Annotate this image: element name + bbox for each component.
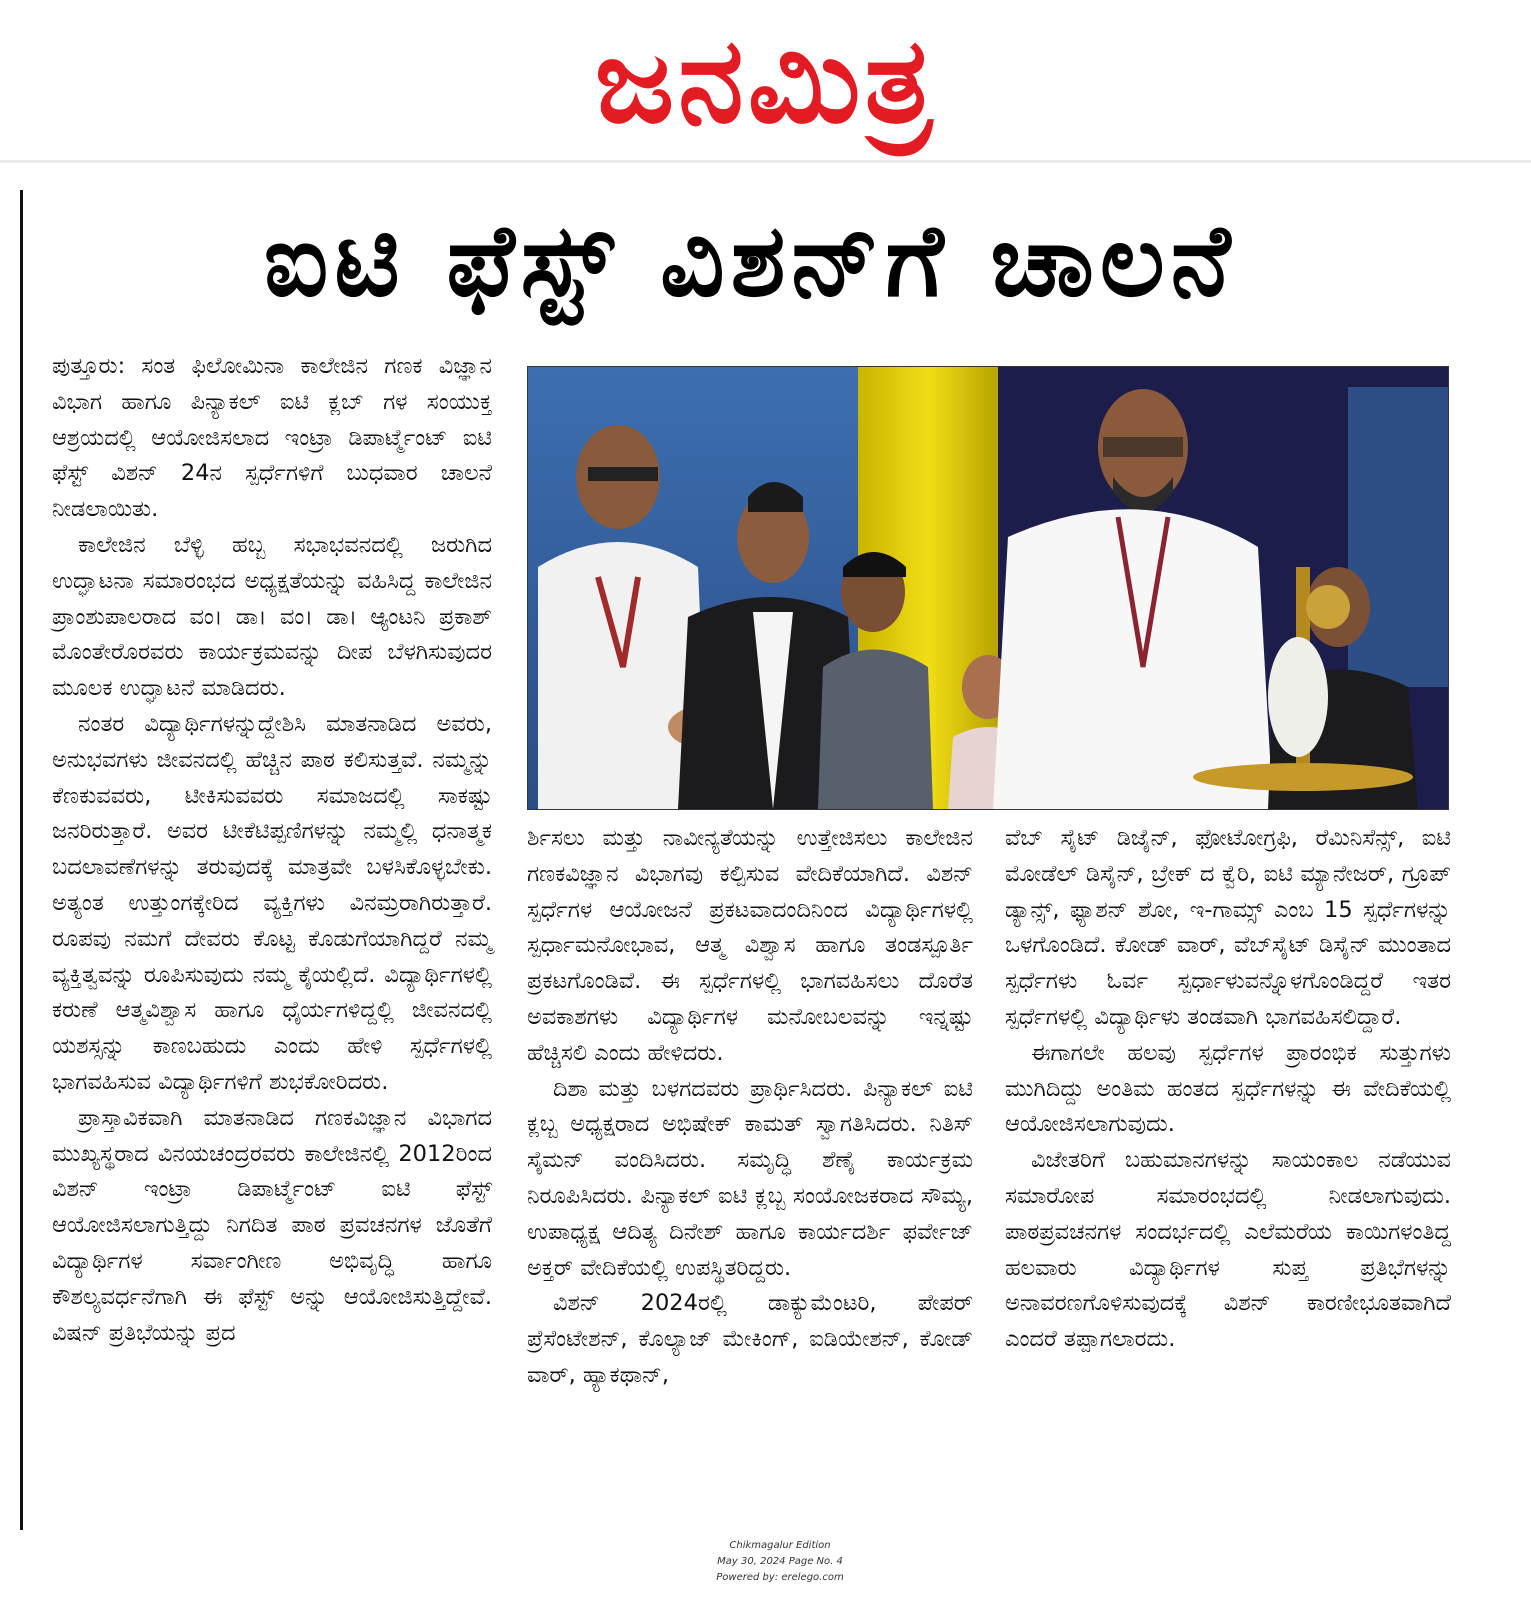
article-column-2 [527,821,973,1394]
headline-block [50,186,1450,336]
powered-by: Powered by: erelego.com [716,1572,844,1583]
event-photo-lamp-lighting [528,367,1448,809]
article-column-3 [1005,821,1451,1358]
paragraph: ಪ್ರಾಸ್ತಾವಿಕವಾಗಿ ಮಾತನಾಡಿದ ಗಣಕವಿಜ್ಞಾನ ವಿಭಾಗದ ಮುಖ್ಯಸ್ಥರಾದ ವಿನಯಚಂದ್ರರವರು ಕಾಲೇಜಿನಲ್ಲಿ 2012ರಿಂದ ವಿಶನ್ ಇಂಟ್ರಾ ಡಿಪಾರ್ಟ್ಮೆಂಟ್ ಐಟಿ ಫೆಸ್ಟ್ ಆಯೋಜಿಸಲಾಗುತ್ತಿದ್ದು ನಿಗದಿತ ಪಾಠ ಪ್ರವಚನಗಳ ಜೊತೆಗೆ ವಿದ್ಯಾರ್ಥಿಗಳ ಸರ್ವಾಂಗೀಣ ಅಭಿವೃದ್ಧಿ ಹಾಗೂ ಕೌಶಲ್ಯವರ್ಧನೆಗಾಗಿ ಈ ಫೆಸ್ಟ್ ಅನ್ನು ಆಯೋಜಿಸುತ್ತಿದ್ದೇವೆ. ವಿಷನ್ ಪ್ರತಿಭೆಯನ್ನು ಪ್ರದ [52,1104,492,1346]
article-column-1 [52,349,492,1351]
edition-date-page: May 30, 2024 Page No. 4 [717,1556,843,1567]
column-rule [20,190,23,1530]
article-photo [527,366,1449,810]
edition-name: Chikmagalur Edition [729,1540,831,1551]
paragraph: ವಿಶನ್ 2024ರಲ್ಲಿ ಡಾಕ್ಯುಮೆಂಟರಿ, ಪೇಪರ್ ಪ್ರೆಸೆಂಟೇಶನ್, ಕೊಲ್ಯಾಜ್ ಮೇಕಿಂಗ್, ಐಡಿಯೇಶನ್, ಕೋಡ್ ವಾರ್, ಹ್ಯಾಕಥಾನ್, [527,1290,973,1388]
paragraph: ಪುತ್ತೂರು: ಸಂತ ಫಿಲೋಮಿನಾ ಕಾಲೇಜಿನ ಗಣಕ ವಿಜ್ಞಾನ ವಿಭಾಗ ಹಾಗೂ ಪಿನ್ಯಾಕಲ್ ಐಟಿ ಕ್ಲಬ್ ಗಳ ಸಂಯುಕ್ತ ಆಶ್ರಯದಲ್ಲಿ ಆಯೋಜಿಸಲಾದ ಇಂಟ್ರಾ ಡಿಪಾರ್ಟ್ಮೆಂಟ್ ಐಟಿ ಫೆಸ್ಟ್ ವಿಶನ್ 24ನ ಸ್ಪರ್ಧೆಗಳಿಗೆ ಬುಧವಾರ ಚಾಲನೆ ನೀಡಲಾಯಿತು. [52,353,492,523]
paragraph: ನಂತರ ವಿದ್ಯಾರ್ಥಿಗಳನ್ನುದ್ದೇಶಿಸಿ ಮಾತನಾಡಿದ ಅವರು, ಅನುಭವಗಳು ಜೀವನದಲ್ಲಿ ಹೆಚ್ಚಿನ ಪಾಠ ಕಲಿಸುತ್ತವೆ. ನಮ್ಮನ್ನು ಕೆಣಕುವವರು, ಟೀಕಿಸುವವರು ಸಮಾಜದಲ್ಲಿ ಸಾಕಷ್ಟು ಜನರಿರುತ್ತಾರೆ. ಅವರ ಟೀಕೆಟಿಪ್ಪಣಿಗಳನ್ನು ನಮ್ಮಲ್ಲಿ ಧನಾತ್ಮಕ ಬದಲಾವಣೆಗಳನ್ನು ತರುವುದಕ್ಕೆ ಮಾತ್ರವೇ ಬಳಸಿಕೊಳ್ಳಬೇಕು. ಅತ್ಯಂತ ಉತ್ತುಂಗಕ್ಕೇರಿದ ವ್ಯಕ್ತಿಗಳು ವಿನಮ್ರರಾಗಿರುತ್ತಾರೆ. ರೂಪವು ನಮಗೆ ದೇವರು ಕೊಟ್ಟ ಕೊಡುಗೆಯಾಗಿದ್ದರೆ ನಮ್ಮ ವ್ಯಕ್ತಿತ್ವವನ್ನು ರೂಪಿಸುವುದು ನಮ್ಮ ಕೈಯಲ್ಲಿದೆ. ವಿದ್ಯಾರ್ಥಿಗಳಲ್ಲಿ ಕರುಣೆ ಆತ್ಮವಿಶ್ವಾಸ ಹಾಗೂ ಧೈರ್ಯಗಳಿದ್ದಲ್ಲಿ ಜೀವನದಲ್ಲಿ ಯಶಸ್ಸನ್ನು ಕಾಣಬಹುದು ಎಂದು ಹೇಳಿ ಸ್ಪರ್ಧೆಗಳಲ್ಲಿ ಭಾಗವಹಿಸುವ ವಿದ್ಯಾರ್ಥಿಗಳಿಗೆ ಶುಭಕೋರಿದರು. [52,710,492,1095]
masthead [0,0,1531,163]
newspaper-name: ಜನಮಿತ್ರ [594,11,937,149]
paragraph: ರ್ಶಿಸಲು ಮತ್ತು ನಾವೀನ್ಯತೆಯನ್ನು ಉತ್ತೇಜಿಸಲು ಕಾಲೇಜಿನ ಗಣಕವಿಜ್ಞಾನ ವಿಭಾಗವು ಕಲ್ಪಿಸುವ ವೇದಿಕೆಯಾಗಿದೆ. ವಿಶನ್ ಸ್ಪರ್ಧೆಗಳ ಆಯೋಜನೆ ಪ್ರಕಟವಾದಂದಿನಿಂದ ವಿದ್ಯಾರ್ಥಿಗಳಲ್ಲಿ ಸ್ಪರ್ಧಾಮನೋಭಾವ, ಆತ್ಮ ವಿಶ್ವಾಸ ಹಾಗೂ ತಂಡಸ್ಪೂರ್ತಿ ಪ್ರಕಟಗೊಂಡಿವೆ. ಈ ಸ್ಪರ್ಧೆಗಳಲ್ಲಿ ಭಾಗವಹಿಸಲು ದೊರೆತ ಅವಕಾಶಗಳು ವಿದ್ಯಾರ್ಥಿಗಳ ಮನೋಬಲವನ್ನು ಇನ್ನಷ್ಟು ಹೆಚ್ಚಿಸಲಿ ಎಂದು ಹೇಳಿದರು. [527,825,973,1066]
paragraph: ವೆಬ್ ಸೈಟ್ ಡಿಜೈನ್, ಫೋಟೋಗ್ರಫಿ, ರೆಮಿನಿಸೆನ್ಸ್, ಐಟಿ ಮೋಡೆಲ್ ಡಿಸೈನ್, ಬ್ರೇಕ್ ದ ಕ್ವೆರಿ, ಐಟಿ ಮ್ಯಾನೇಜರ್, ಗ್ರೂಪ್ ಡ್ಯಾನ್ಸ್, ಫ್ಯಾಶನ್ ಶೋ, ಇ-ಗಾಮ್ಸ್ ಎಂಬ 15 ಸ್ಪರ್ಧೆಗಳನ್ನು ಒಳಗೊಂಡಿದೆ. ಕೋಡ್ ವಾರ್, ವೆಬ್‌ಸೈಟ್ ಡಿಸೈನ್ ಮುಂತಾದ ಸ್ಪರ್ಧೆಗಳು ಓರ್ವ ಸ್ಪರ್ಧಾಳುವನ್ನೊಳಗೊಂಡಿದ್ದರೆ ಇತರ ಸ್ಪರ್ಧೆಗಳಲ್ಲಿ ವಿದ್ಯಾರ್ಥಿಳು ತಂಡವಾಗಿ ಭಾಗವಹಿಸಲಿದ್ದಾರೆ. [1005,825,1451,1030]
paragraph: ವಿಜೇತರಿಗೆ ಬಹುಮಾನಗಳನ್ನು ಸಾಯಂಕಾಲ ನಡೆಯುವ ಸಮಾರೋಪ ಸಮಾರಂಭದಲ್ಲಿ ನೀಡಲಾಗುವುದು. ಪಾಠಪ್ರವಚನಗಳ ಸಂದರ್ಭದಲ್ಲಿ ಎಲೆಮರೆಯ ಕಾಯಿಗಳಂತಿದ್ದ ಹಲವಾರು ವಿದ್ಯಾರ್ಥಿಗಳ ಸುಪ್ತ ಪ್ರತಿಭೆಗಳನ್ನು ಅನಾವರಣಗೊಳಿಸುವುದಕ್ಕೆ ವಿಶನ್ ಕಾರಣೀಭೂತವಾಗಿದೆ ಎಂದರೆ ತಪ್ಪಾಗಲಾರದು. [1005,1147,1451,1353]
article-headline: ಐಟಿ ಫೆಸ್ಟ್ ವಿಶನ್‌ಗೆ ಚಾಲನೆ [263,202,1237,319]
edition-footer [650,1538,910,1586]
paragraph: ದಿಶಾ ಮತ್ತು ಬಳಗದವರು ಪ್ರಾರ್ಥಿಸಿದರು. ಪಿನ್ಯಾಕಲ್ ಐಟಿ ಕ್ಲಬ್ಬ ಅಧ್ಯಕ್ಷರಾದ ಅಭಿಷೇಕ್ ಕಾಮತ್ ಸ್ವಾಗತಿಸಿದರು. ನಿತಿಸ್ ಸೈಮನ್ ವಂದಿಸಿದರು. ಸಮೃದ್ಧಿ ಶೆಣೈ ಕಾರ್ಯಕ್ರಮ ನಿರೂಪಿಸಿದರು. ಪಿನ್ಯಾಕಲ್ ಐಟಿ ಕ್ಲಬ್ಬ ಸಂಯೋಜಕರಾದ ಸೌಮ್ಯ, ಉಪಾಧ್ಯಕ್ಷ ಆದಿತ್ಯ ದಿನೇಶ್ ಹಾಗೂ ಕಾರ್ಯದರ್ಶಿ ಫರ್ವೇಜ್ ಅಕ್ತರ್ ವೇದಿಕೆಯಲ್ಲಿ ಉಪಸ್ಥಿತರಿದ್ದರು. [527,1075,973,1281]
paragraph: ಕಾಲೇಜಿನ ಬೆಳ್ಳಿ ಹಬ್ಬ ಸಭಾಭವನದಲ್ಲಿ ಜರುಗಿದ ಉದ್ಘಾಟನಾ ಸಮಾರಂಭದ ಅಧ್ಯಕ್ಷತೆಯನ್ನು ವಹಿಸಿದ್ದ ಕಾಲೇಜಿನ ಪ್ರಾಂಶುಪಾಲರಾದ ವಂ। ಡಾ। ವಂ। ಡಾ। ಆ್ಯಂಟನಿ ಪ್ರಕಾಶ್ ಮೊಂತೇರೊರವರು ಕಾರ್ಯಕ್ರಮವನ್ನು ದೀಪ ಬೆಳಗಿಸುವುದರ ಮೂಲಕ ಉದ್ಘಾಟನೆ ಮಾಡಿದರು. [52,531,492,702]
paragraph: ಈಗಾಗಲೇ ಹಲವು ಸ್ಪರ್ಧೆಗಳ ಪ್ರಾರಂಭಿಕ ಸುತ್ತುಗಳು ಮುಗಿದಿದ್ದು ಅಂತಿಮ ಹಂತದ ಸ್ಪರ್ಧೆಗಳನ್ನು ಈ ವೇದಿಕೆಯಲ್ಲಿ ಆಯೋಜಿಸಲಾಗುವುದು. [1005,1039,1451,1138]
